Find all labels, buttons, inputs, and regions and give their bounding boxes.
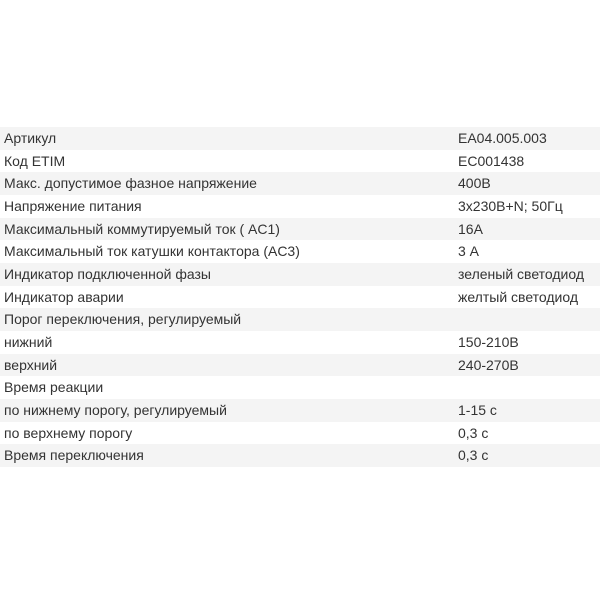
- table-row: [0, 286, 600, 309]
- spec-name: Индикатор подключенной фазы: [0, 263, 453, 286]
- spec-value: 1-15 с: [453, 399, 600, 422]
- spec-name: Время переключения: [0, 444, 453, 467]
- table-row: [0, 422, 600, 445]
- table-row: [0, 308, 600, 331]
- table-row: [0, 376, 600, 399]
- spec-name: Максимальный ток катушки контактора (AC3): [0, 240, 453, 263]
- spec-value: 0,3 с: [453, 422, 600, 445]
- spec-value: 150-210В: [453, 331, 600, 354]
- spec-value: 16А: [453, 218, 600, 241]
- spec-name: Напряжение питания: [0, 195, 453, 218]
- spec-name: Максимальный коммутируемый ток ( AC1): [0, 218, 453, 241]
- table-row: [0, 399, 600, 422]
- table-row: [0, 172, 600, 195]
- table-row: [0, 331, 600, 354]
- spec-value: зеленый светодиод: [453, 263, 600, 286]
- table-row: [0, 195, 600, 218]
- table-row: [0, 240, 600, 263]
- spec-value: 400В: [453, 172, 600, 195]
- table-row: [0, 150, 600, 173]
- spec-value: желтый светодиод: [453, 286, 600, 309]
- spec-name: Артикул: [0, 127, 453, 150]
- spec-value: 240-270В: [453, 354, 600, 377]
- table-row: [0, 354, 600, 377]
- spec-name: Индикатор аварии: [0, 286, 453, 309]
- table-row: [0, 263, 600, 286]
- spec-value: EA04.005.003: [453, 127, 600, 150]
- spec-value: EC001438: [453, 150, 600, 173]
- spec-value: 3x230В+N; 50Гц: [453, 195, 600, 218]
- spec-name: Код ETIM: [0, 150, 453, 173]
- spec-value: [453, 308, 600, 331]
- table-row: [0, 444, 600, 467]
- spec-name: Макс. допустимое фазное напряжение: [0, 172, 453, 195]
- spec-name: по нижнему порогу, регулируемый: [0, 399, 453, 422]
- spec-value: [453, 376, 600, 399]
- spec-value: 3 А: [453, 240, 600, 263]
- spec-name: верхний: [0, 354, 453, 377]
- spec-table: [0, 127, 600, 467]
- spec-value: 0,3 с: [453, 444, 600, 467]
- spec-name: Время реакции: [0, 376, 453, 399]
- spec-name: Порог переключения, регулируемый: [0, 308, 453, 331]
- spec-name: нижний: [0, 331, 453, 354]
- table-row: [0, 218, 600, 241]
- spec-name: по верхнему порогу: [0, 422, 453, 445]
- table-row: [0, 127, 600, 150]
